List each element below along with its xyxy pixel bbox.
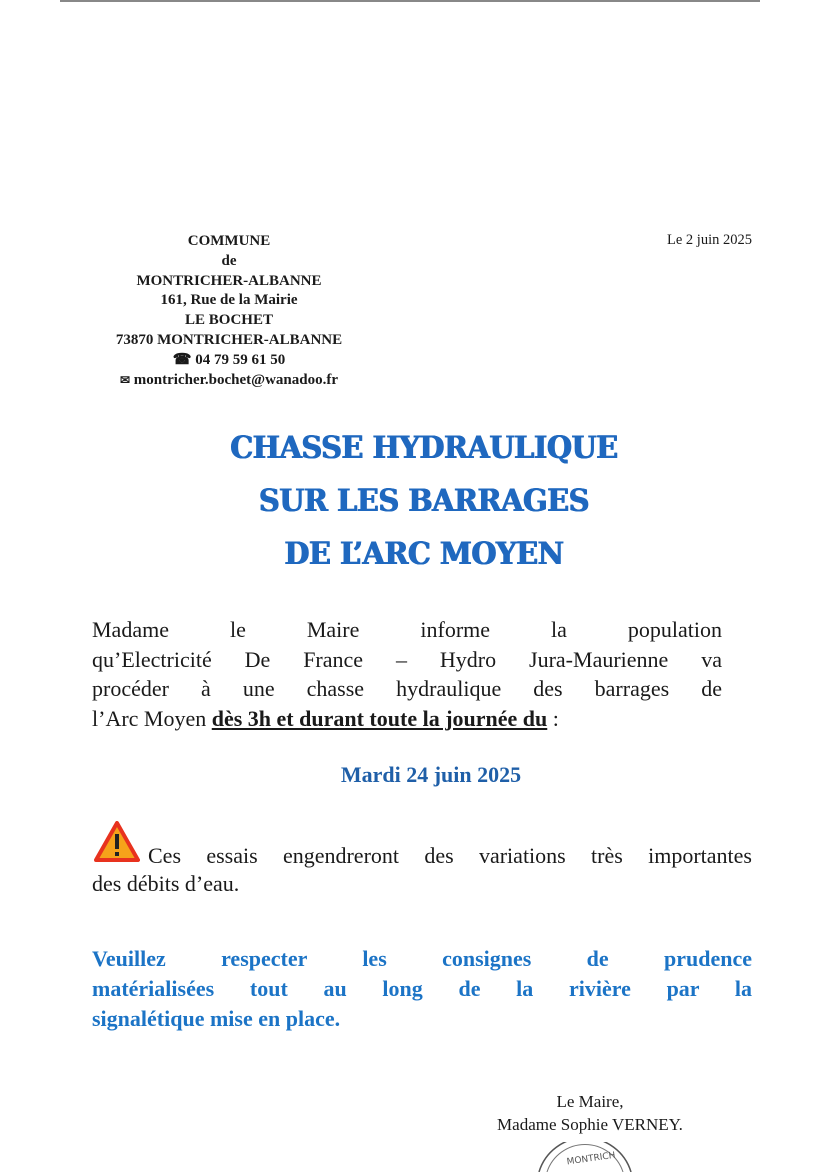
address-line: LE BOCHET	[185, 312, 273, 329]
intro-text: l’Arc Moyen	[92, 706, 212, 732]
intro-line: Madame le Maire informe la population	[92, 617, 722, 642]
advice-line: Veuillez respecter les consignes de prudence	[92, 946, 752, 971]
warning-line: des débits d’eau.	[92, 871, 240, 896]
svg-text:MONTRICH: MONTRICH	[566, 1150, 617, 1168]
signature-block	[470, 1090, 710, 1136]
email-icon: ✉	[119, 372, 131, 387]
address-line: COMMUNE	[187, 233, 271, 249]
title-line: CHASSE HYDRAULIQUE	[230, 430, 618, 466]
scan-edge	[60, 0, 760, 2]
advice-line: signalétique mise en place.	[92, 1006, 341, 1031]
address-line: MONTRICHER-ALBANNE	[136, 272, 322, 289]
intro-line: qu’Electricité De France – Hydro Jura-Maurienne va	[92, 646, 722, 672]
intro-line	[92, 704, 722, 734]
advice-line: matérialisées tout au long de la rivière par la	[92, 976, 752, 1001]
title-line: SUR LES BARRAGES	[258, 483, 590, 519]
address-line: 161, Rue de la Mairie	[160, 292, 298, 309]
phone-number: 04 79 59 61 50	[195, 351, 286, 368]
letter-date: Le 2 juin 2025	[667, 232, 752, 248]
signature-name: Madame Sophie VERNEY.	[497, 1115, 683, 1134]
warning-text	[148, 841, 752, 871]
phone-line	[80, 351, 378, 371]
warning-triangle-icon	[94, 821, 140, 863]
address-line: 73870 MONTRICHER-ALBANNE	[115, 331, 343, 348]
intro-emphasis: dès 3h et durant toute la journée du	[211, 706, 548, 732]
email-address: montricher.bochet@wanadoo.fr	[133, 371, 339, 388]
page-title	[169, 422, 679, 581]
warning-line: Ces essais engendreront des variations très importantes	[148, 843, 752, 868]
intro-paragraph	[92, 615, 722, 734]
title-line: DE L’ARC MOYEN	[284, 536, 564, 572]
intro-line: procéder à une chasse hydraulique des barrages de	[92, 676, 722, 702]
intro-text: :	[547, 706, 559, 732]
advice-paragraph	[92, 944, 752, 1034]
telephone-icon: ☎	[172, 351, 192, 368]
commune-address-block	[80, 232, 378, 390]
mairie-stamp	[535, 1142, 635, 1172]
email-line	[80, 371, 378, 391]
address-line: de	[221, 252, 237, 269]
signature-role: Le Maire,	[556, 1092, 624, 1111]
event-date: Mardi 24 juin 2025	[340, 762, 522, 787]
